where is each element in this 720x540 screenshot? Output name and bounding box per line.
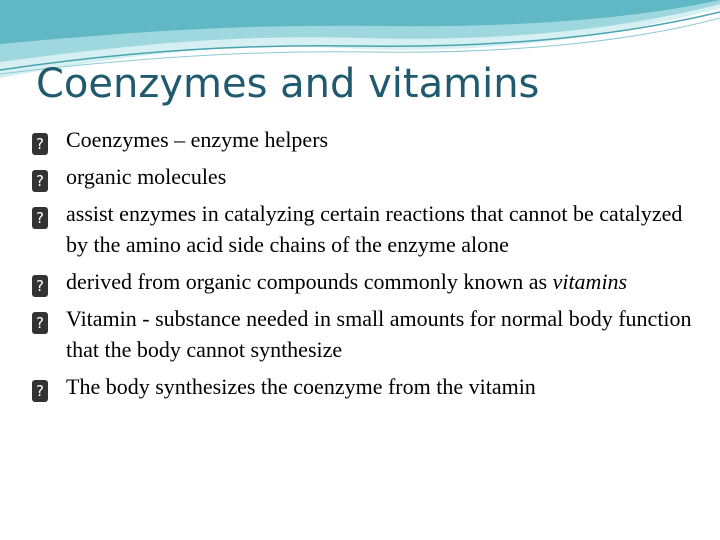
bullet-item: [32, 161, 692, 192]
bullet-item: [32, 198, 692, 260]
bullet-text: assist enzymes in catalyzing certain reactions that cannot be catalyzed by the amino acid side chains of the enzyme alone: [66, 201, 683, 257]
bullet-text: derived from organic compounds commonly known as: [66, 269, 553, 294]
bullet-icon: ?: [32, 371, 48, 402]
bullet-text: Coenzymes – enzyme helpers: [66, 127, 329, 152]
bullet-text: organic molecules: [66, 164, 227, 189]
bullet-item: [32, 266, 692, 297]
slide-title: Coenzymes and vitamins: [36, 61, 540, 107]
bullet-list: [32, 124, 692, 408]
bullet-icon: ?: [32, 266, 48, 297]
bullet-text: Vitamin - substance needed in small amounts for normal body function that the body cannot synthesize: [66, 306, 692, 362]
bullet-icon: ?: [32, 161, 48, 192]
bullet-icon: ?: [32, 198, 48, 229]
bullet-icon: ?: [32, 303, 48, 334]
bullet-text: The body synthesizes the coenzyme from the vitamin: [66, 374, 536, 399]
bullet-text-italic: vitamins: [552, 269, 628, 294]
bullet-item: [32, 371, 692, 402]
bullet-item: [32, 124, 692, 155]
bullet-icon: ?: [32, 124, 48, 155]
bullet-item: [32, 303, 692, 365]
